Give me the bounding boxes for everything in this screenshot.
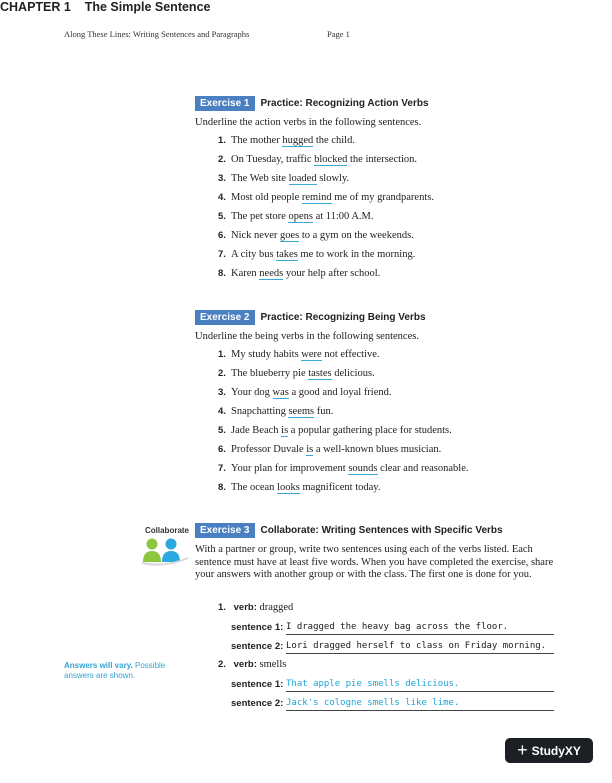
verb-value: smells: [259, 659, 287, 670]
underlined-verb: looks: [277, 482, 300, 493]
sentence-text-before: Your plan for improvement: [231, 463, 349, 474]
answers-note-rest: Possible answers are shown.: [64, 661, 166, 680]
exercise-item: [218, 192, 434, 203]
exercise-2-heading: [195, 310, 426, 325]
sentence-row: [231, 679, 283, 690]
sentence-text-after: your help after school.: [283, 268, 381, 279]
exercise-item: [218, 463, 468, 474]
exercise-item: [218, 211, 374, 222]
sentence-text-after: clear and reasonable.: [377, 463, 469, 474]
exercise-badge: Exercise 2: [195, 310, 255, 325]
sentence-text-after: fun.: [314, 406, 334, 417]
sentence-text-before: Nick never: [231, 230, 280, 241]
underlined-verb: seems: [288, 406, 315, 417]
item-number: 6.: [218, 444, 226, 455]
item-number: 6.: [218, 230, 226, 241]
exercise-3-instruction: With a partner or group, write two sentences using each of the verbs listed. Each sentence must have at least five words. When you have completed the exercise, share your answers with another group or with the class. The first one is done for you.: [195, 544, 554, 580]
verb-label: verb:: [233, 602, 257, 613]
sentence-1-answer[interactable]: That apple pie smells delicious.: [286, 677, 554, 692]
item-number: 7.: [218, 463, 226, 474]
sentence-1-label: sentence 1:: [231, 679, 284, 690]
item-number: 3.: [218, 387, 226, 398]
underlined-verb: were: [301, 349, 322, 360]
sentence-text-after: not effective.: [321, 349, 380, 360]
item-number: 1.: [218, 349, 226, 360]
chapter-title: CHAPTER 1 The Simple Sentence: [0, 0, 211, 14]
exercise-item: [218, 368, 375, 379]
sentence-text-after: magnificent today.: [299, 482, 381, 493]
exercise-item: [218, 173, 349, 184]
sentence-text-before: A city bus: [231, 249, 277, 260]
underlined-verb: takes: [276, 249, 298, 260]
collaborate-label: Collaborate: [145, 526, 190, 535]
sentence-2-answer[interactable]: Lori dragged herself to class on Friday morning.: [286, 639, 554, 654]
sentence-row: [231, 622, 283, 633]
item-number: 2.: [218, 154, 226, 165]
sentence-text-before: Snapchatting: [231, 406, 289, 417]
sentence-text-before: Your dog: [231, 387, 273, 398]
underlined-verb: sounds: [348, 463, 378, 474]
sentence-text-after: the intersection.: [347, 154, 418, 165]
underlined-verb: is: [306, 444, 314, 455]
sentence-text-after: at 11:00 A.M.: [312, 211, 374, 222]
exercise-item: [218, 349, 380, 360]
underlined-verb: blocked: [314, 154, 348, 165]
verb-value: dragged: [259, 602, 294, 613]
item-number: 7.: [218, 249, 226, 260]
item-number: 5.: [218, 425, 226, 436]
item-number: 5.: [218, 211, 226, 222]
sentence-text-before: The mother: [231, 135, 283, 146]
exercise-badge: Exercise 1: [195, 96, 255, 111]
exercise-1-heading: [195, 96, 429, 111]
sentence-text-before: The blueberry pie: [231, 368, 309, 379]
verb-label: verb:: [233, 659, 257, 670]
sentence-2-answer[interactable]: Jack's cologne smells like lime.: [286, 696, 554, 711]
underlined-verb: loaded: [288, 173, 317, 184]
item-number: 1.: [218, 135, 226, 146]
exercise-badge: Exercise 3: [195, 523, 255, 538]
sentence-2-label: sentence 2:: [231, 698, 284, 709]
exercise-title: Practice: Recognizing Action Verbs: [260, 98, 429, 109]
logo-text: StudyXY: [531, 743, 581, 758]
page-label: Page 1: [327, 29, 350, 39]
underlined-verb: remind: [301, 192, 332, 203]
item-number: 3.: [218, 173, 226, 184]
sentence-text-after: a good and loyal friend.: [288, 387, 392, 398]
answers-note-bold: Answers will vary.: [64, 661, 133, 670]
exercise-title: Collaborate: Writing Sentences with Specific Verbs: [260, 525, 503, 536]
item-number: 4.: [218, 406, 226, 417]
sentence-text-before: On Tuesday, traffic: [231, 154, 315, 165]
collaborate-people-icon: [140, 536, 190, 571]
exercise-3-heading: [195, 523, 503, 538]
sentence-text-before: The ocean: [231, 482, 278, 493]
sentence-text-after: me of my grandparents.: [331, 192, 434, 203]
sentence-row: [231, 641, 283, 652]
exercise-item: [218, 482, 381, 493]
exercise-title: Practice: Recognizing Being Verbs: [260, 312, 426, 323]
sentence-text-before: Professor Duvale: [231, 444, 307, 455]
answers-note: [64, 661, 174, 681]
sentence-text-before: Jade Beach: [231, 425, 282, 436]
exercise-item: [218, 154, 417, 165]
underlined-verb: opens: [288, 211, 313, 222]
exercise-item: [218, 249, 415, 260]
exercise-item: [218, 444, 441, 455]
collab-item-2: [218, 659, 286, 670]
exercise-2-instruction: Underline the being verbs in the following sentences.: [195, 331, 419, 342]
underlined-verb: is: [281, 425, 289, 436]
studyxy-logo[interactable]: [505, 738, 593, 763]
sentence-1-label: sentence 1:: [231, 622, 284, 633]
exercise-1-instruction: Underline the action verbs in the following sentences.: [195, 117, 422, 128]
sentence-text-before: The Web site: [231, 173, 289, 184]
book-title: Along These Lines: Writing Sentences and Paragraphs: [64, 29, 250, 39]
sentence-text-after: a well-known blues musician.: [313, 444, 442, 455]
sentence-text-after: to a gym on the weekends.: [299, 230, 414, 241]
item-number: 8.: [218, 268, 226, 279]
exercise-item: [218, 135, 355, 146]
sentence-text-before: My study habits: [231, 349, 302, 360]
collab-item-1: [218, 602, 293, 613]
underlined-verb: was: [272, 387, 289, 398]
sentence-text-before: The pet store: [231, 211, 289, 222]
sentence-row: [231, 698, 283, 709]
sentence-1-answer[interactable]: I dragged the heavy bag across the floor.: [286, 620, 554, 635]
sentence-text-before: Most old people: [231, 192, 302, 203]
item-number: 8.: [218, 482, 226, 493]
exercise-item: [218, 230, 414, 241]
item-number: 2.: [218, 368, 226, 379]
sentence-text-before: Karen: [231, 268, 260, 279]
sentence-text-after: the child.: [313, 135, 355, 146]
exercise-item: [218, 425, 452, 436]
exercise-item: [218, 387, 392, 398]
exercise-item: [218, 406, 333, 417]
item-number: 4.: [218, 192, 226, 203]
item-number: 1.: [218, 602, 226, 613]
underlined-verb: hugged: [282, 135, 314, 146]
underlined-verb: goes: [279, 230, 300, 241]
plus-icon: +: [517, 740, 528, 760]
sentence-text-after: a popular gathering place for students.: [288, 425, 452, 436]
sentence-text-after: slowly.: [316, 173, 350, 184]
underlined-verb: tastes: [308, 368, 332, 379]
sentence-text-after: delicious.: [331, 368, 375, 379]
sentence-2-label: sentence 2:: [231, 641, 284, 652]
item-number: 2.: [218, 659, 226, 670]
sentence-text-after: me to work in the morning.: [297, 249, 416, 260]
exercise-item: [218, 268, 380, 279]
underlined-verb: needs: [259, 268, 284, 279]
